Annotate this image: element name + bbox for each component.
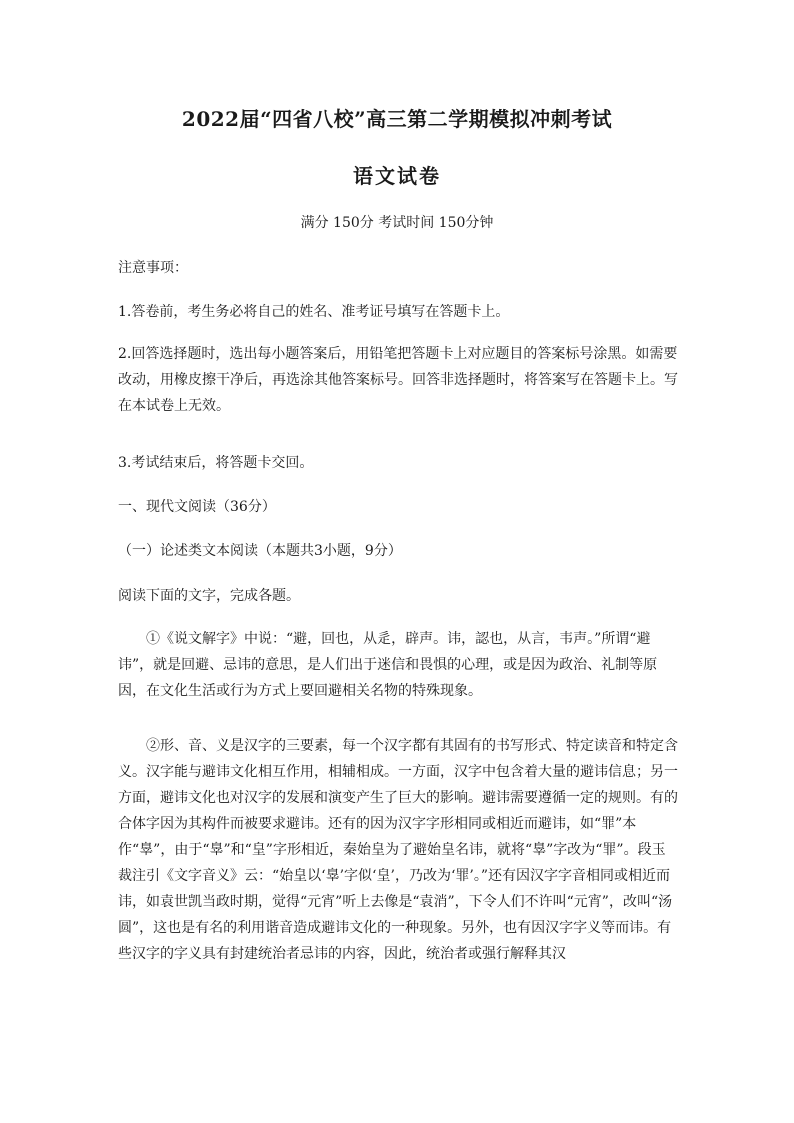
passage-paragraph-1: ①《说文解字》中说：“避，回也，从辵，辟声。讳，認也，从言，韦声。”所谓“避讳”，就是回避、忌讳的意思，是人们出于迷信和畏惧的心理，或是因为政治、礼制等原因，在文化生活或行为方式上要回避相关名物的特殊现象。 bbox=[118, 631, 658, 699]
notice-heading: 注意事项： bbox=[118, 260, 188, 276]
section-heading: 一、现代文阅读（36分） bbox=[118, 499, 276, 515]
paper-subject-title: 语文试卷 bbox=[353, 164, 441, 188]
notice-item-1: 1.答卷前，考生务必将自己的姓名、准考证号填写在答题卡上。 bbox=[118, 304, 510, 320]
notice-item-2: 2.回答选择题时，选出每小题答案后，用铅笔把答题卡上对应题目的答案标号涂黑。如需要改动，用橡皮擦干净后，再选涂其他答案标号。回答非选择题时，将答案写在答题卡上。写在本试卷上无效。 bbox=[118, 346, 678, 414]
subsection-heading: （一）论述类文本阅读（本题共3小题，9分） bbox=[118, 543, 402, 559]
exam-title: 2022届“四省八校”高三第二学期模拟冲刺考试 bbox=[181, 107, 613, 131]
reading-instruction: 阅读下面的文字，完成各题。 bbox=[118, 588, 300, 604]
passage-paragraph-2: ②形、音、义是汉字的三要素，每一个汉字都有其固有的书写形式、特定读音和特定含义。汉字能与避讳文化相互作用，相辅相成。一方面，汉字中包含着大量的避讳信息；另一方面，避讳文化也对汉字的发展和演变产生了巨大的影响。避讳需要遵循一定的规则。有的合体字因为其构件而被要求避讳。还有的因为汉字字形相同或相近而避讳，如“罪”本作“辠”，由于“辠”和“皇”字形相近，秦始皇为了避始皇名讳，就将“辠”字改为“罪”。段玉裁注引《文字音义》云：“始皇以‘辠’字似‘皇’，乃改为‘罪’。”还有因汉字字音相同或相近而讳，如袁世凯当政时期，觉得“元宵”听上去像是“袁消”，下令人们不许叫“元宵”，改叫“汤圆”，这也是有名的利用谐音造成避讳文化的一种现象。另外，也有因汉字字义等而讳。有些汉字的字义具有封建统治者忌讳的内容，因此，统治者或强行解释其汉 bbox=[118, 738, 678, 962]
score-time-info: 满分 150分 考试时间 150分钟 bbox=[300, 215, 494, 231]
notice-item-3: 3.考试结束后，将答题卡交回。 bbox=[118, 455, 314, 471]
